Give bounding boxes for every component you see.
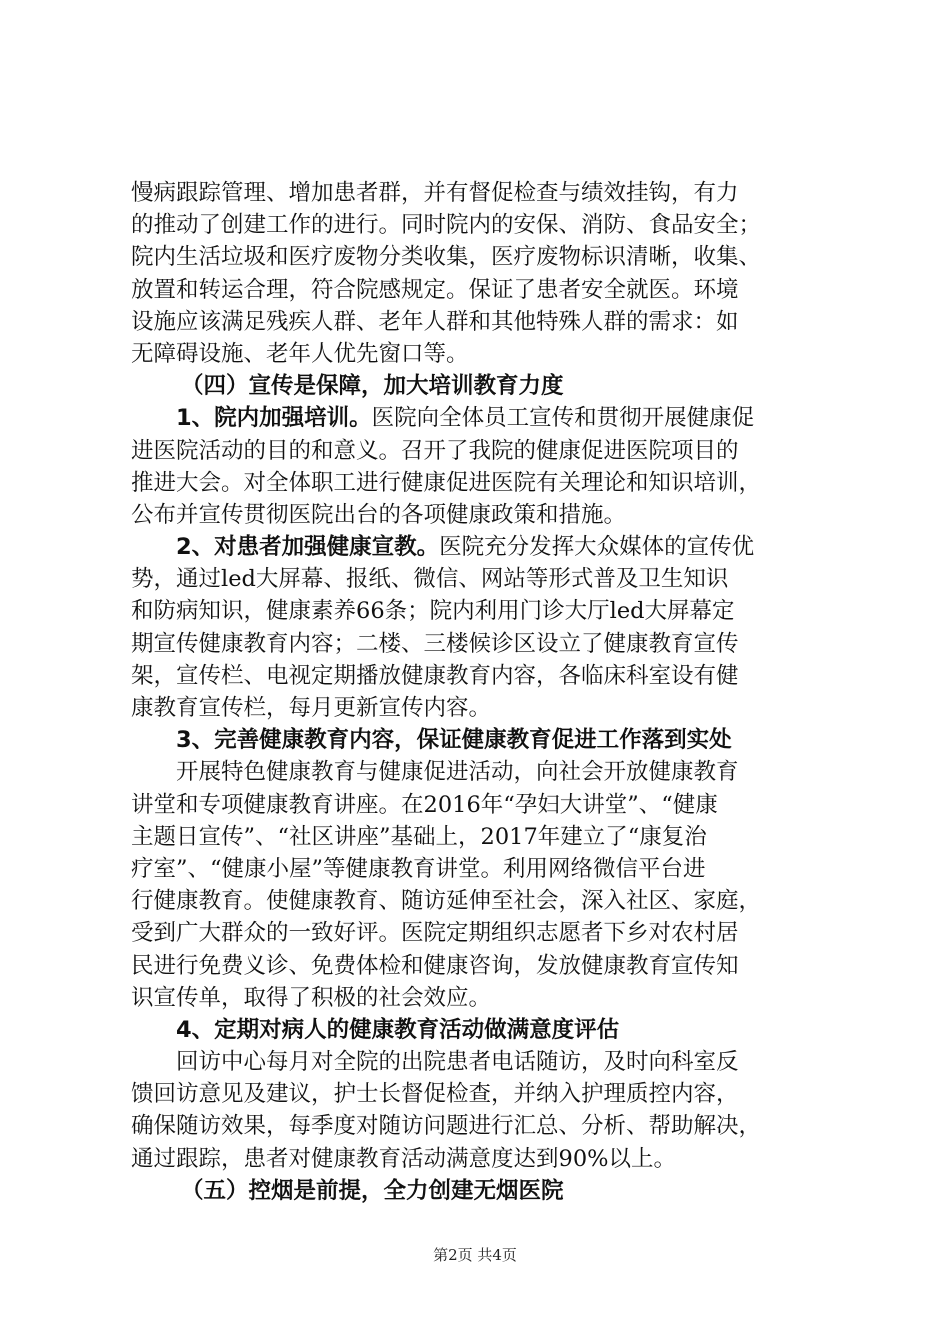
paragraph-line: 期宣传健康教育内容；二楼、三楼候诊区设立了健康教育宣传 — [131, 630, 739, 657]
paragraph-line: 设施应该满足残疾人群、老年人群和其他特殊人群的需求：如 — [131, 308, 739, 335]
document-body — [131, 177, 831, 1207]
paragraph-line: 无障碍设施、老年人优先窗口等。 — [131, 340, 469, 367]
paragraph-text: 医院充分发挥大众媒体的宣传优 — [439, 534, 755, 561]
paragraph-first-line: 开展特色健康教育与健康促进活动，向社会开放健康教育 — [176, 759, 739, 786]
paragraph-line: 康教育宣传栏，每月更新宣传内容。 — [131, 695, 492, 721]
paragraph-line: 主题日宣传”、“社区讲座”基础上，2017年建立了“康复治 — [131, 823, 707, 850]
paragraph-line: 公布并宣传贯彻医院出台的各项健康政策和措施。 — [131, 501, 627, 528]
paragraph-line: 识宣传单，取得了积极的社会效应。 — [131, 984, 492, 1011]
paragraph-line: 势，通过led大屏幕、报纸、微信、网站等形式普及卫生知识 — [131, 566, 729, 593]
paragraph-line: 馈回访意见及建议，护士长督促检查，并纳入护理质控内容， — [131, 1081, 739, 1108]
paragraph-lead-line — [131, 402, 831, 434]
section-heading: （四）宣传是保障，加大培训教育力度 — [181, 373, 564, 400]
paragraph-lead: 1、院内加强培训。 — [176, 405, 372, 432]
paragraph-line: 行健康教育。使健康教育、随访延伸至社会，深入社区、家庭， — [131, 888, 762, 915]
paragraph-line: 通过跟踪，患者对健康教育活动满意度达到90%以上。 — [131, 1145, 677, 1172]
section-heading: （五）控烟是前提，全力创建无烟医院 — [181, 1177, 564, 1204]
paragraph-line: 受到广大群众的一致好评。医院定期组织志愿者下乡对农村居 — [131, 920, 739, 947]
paragraph-lead-line — [131, 531, 831, 563]
paragraph-line: 的推动了创建工作的进行。同时院内的安保、消防、食品安全； — [131, 212, 762, 239]
paragraph-line: 疗室”、“健康小屋”等健康教育讲堂。利用网络微信平台进 — [131, 855, 706, 882]
paragraph-line: 进医院活动的目的和意义。召开了我院的健康促进医院项目的 — [131, 437, 739, 464]
paragraph-line: 和防病知识，健康素养66条；院内利用门诊大厅led大屏幕定 — [131, 598, 735, 625]
subsection-heading: 3、完善健康教育内容，保证健康教育促进工作落到实处 — [176, 727, 732, 754]
page-footer: 第2页 共4页 — [433, 1246, 517, 1264]
paragraph-lead: 2、对患者加强健康宣教。 — [176, 534, 440, 561]
paragraph-line: 讲堂和专项健康教育讲座。在2016年“孕妇大讲堂”、“健康 — [131, 791, 718, 818]
paragraph-line: 院内生活垃圾和医疗废物分类收集，医疗废物标识清晰，收集、 — [131, 244, 762, 271]
paragraph-line: 放置和转运合理，符合院感规定。保证了患者安全就医。环境 — [131, 276, 739, 303]
paragraph-first-line: 回访中心每月对全院的出院患者电话随访，及时向科室反 — [176, 1049, 739, 1076]
subsection-heading: 4、定期对病人的健康教育活动做满意度评估 — [176, 1016, 620, 1043]
paragraph-line: 确保随访效果，每季度对随访问题进行汇总、分析、帮助解决， — [131, 1113, 762, 1140]
paragraph-line: 慢病跟踪管理、增加患者群，并有督促检查与绩效挂钩，有力 — [131, 180, 739, 206]
paragraph-text: 医院向全体员工宣传和贯彻开展健康促 — [371, 405, 755, 432]
paragraph-line: 推进大会。对全体职工进行健康促进医院有关理论和知识培训， — [131, 469, 762, 496]
paragraph-line: 民进行免费义诊、免费体检和健康咨询，发放健康教育宣传知 — [131, 952, 739, 979]
paragraph-line: 架，宣传栏、电视定期播放健康教育内容，各临床科室设有健 — [131, 662, 739, 689]
